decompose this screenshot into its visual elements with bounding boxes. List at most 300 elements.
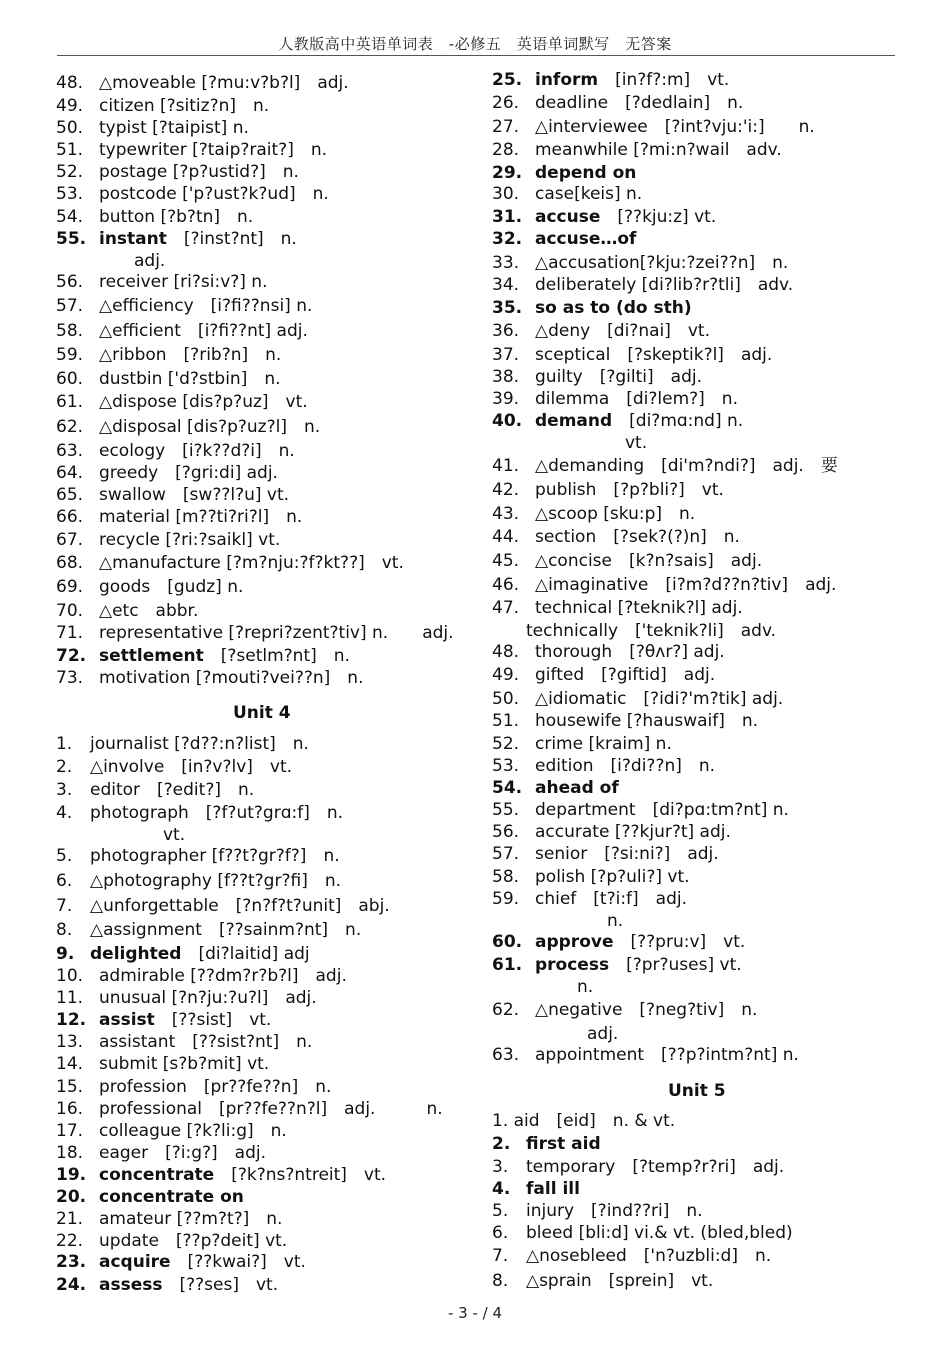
vocab-row — [492, 889, 687, 909]
item-number: 69. — [56, 577, 84, 597]
vocab-entry: update [??p?deit] vt. — [99, 1231, 288, 1251]
item-number: 32. — [492, 229, 523, 249]
vocab-entry: submit [s?b?mit] vt. — [99, 1054, 270, 1074]
vocab-row — [56, 530, 280, 550]
vocab-row — [56, 1209, 282, 1229]
item-number: 29. — [492, 163, 523, 183]
item-number: 30. — [492, 184, 520, 204]
vocab-entry: △demanding [di'm?ndi?] adj. 要 — [535, 456, 838, 476]
vocab-entry: greedy [?gri:di] adj. — [99, 463, 278, 483]
vocab-phonetic: [??kju:z] vt. — [600, 207, 717, 227]
vocab-entry: △dispose [dis?p?uz] vt. — [99, 392, 308, 412]
item-number: 61. — [56, 392, 84, 412]
item-number: 49. — [492, 665, 520, 685]
vocab-entry: assistant [??sist?nt] n. — [99, 1032, 313, 1052]
vocab-phonetic: [in?f?:m] vt. — [598, 70, 730, 90]
item-number: 38. — [492, 367, 520, 387]
item-number: 14. — [56, 1054, 84, 1074]
vocab-entry: bleed [bli:d] vi.& vt. (bled,bled) — [526, 1223, 793, 1243]
vocab-row — [492, 551, 762, 571]
item-number: 24. — [56, 1275, 87, 1295]
item-number: 43. — [492, 504, 520, 524]
item-number: 5. — [492, 1201, 509, 1221]
item-number: 45. — [492, 551, 520, 571]
item-number: 2. — [492, 1134, 511, 1154]
item-number: 52. — [56, 162, 84, 182]
item-number: 8. — [492, 1271, 509, 1291]
vocab-row — [492, 1045, 799, 1065]
unit-5-heading: Unit 5 — [668, 1081, 726, 1101]
vocab-entry: crime [kraim] n. — [535, 734, 672, 754]
vocab-entry: dustbin ['d?stbin] n. — [99, 369, 281, 389]
vocab-row — [492, 367, 702, 387]
unit-4-heading: Unit 4 — [233, 703, 291, 723]
vocab-row — [56, 345, 281, 365]
vocab-entry: appointment [??p?intm?nt] n. — [535, 1045, 799, 1065]
item-number: 66. — [56, 507, 84, 527]
vocab-entry: edition [i?di??n] n. — [535, 756, 716, 776]
item-number: 6. — [492, 1223, 509, 1243]
vocab-row — [492, 800, 789, 820]
vocab-entry: deliberately [di?lib?r?tli] adv. — [535, 275, 794, 295]
vocab-entry: approve — [535, 932, 614, 952]
item-number: 1. — [56, 734, 73, 754]
vocab-row — [492, 822, 731, 842]
vocab-phonetic: [??ses] vt. — [162, 1275, 279, 1295]
vocab-row — [492, 163, 636, 183]
vocab-row — [56, 734, 309, 754]
vocab-row — [56, 646, 350, 666]
item-number: 26. — [492, 93, 520, 113]
vocab-entry: △concise [k?n?sais] adj. — [535, 551, 763, 571]
vocab-entry: recycle [?ri:?saikl] vt. — [99, 530, 281, 550]
item-number: 60. — [492, 932, 523, 952]
vocab-row — [492, 93, 743, 113]
vocab-row — [492, 778, 619, 798]
vocab-row — [492, 389, 738, 409]
vocab-entry: △efficient [i?fi??nt] adj. — [99, 321, 308, 341]
item-number: 34. — [492, 275, 520, 295]
vocab-row — [492, 575, 836, 595]
vocab-row — [56, 896, 390, 916]
vocab-phonetic: [??kwai?] vt. — [170, 1252, 306, 1272]
vocab-row — [492, 1271, 713, 1291]
item-number: 48. — [56, 73, 84, 93]
vocab-row — [56, 553, 404, 573]
vocab-entry: postcode ['p?ust?k?ud] n. — [99, 184, 329, 204]
vocab-row — [56, 577, 243, 597]
vocab-row — [492, 253, 788, 273]
vocab-entry: △deny [di?nai] vt. — [535, 321, 711, 341]
vocab-entry: △etc abbr. — [99, 601, 199, 621]
item-number: 33. — [492, 253, 520, 273]
vocab-phonetic: [?k?ns?ntreit] vt. — [214, 1165, 387, 1185]
item-number: 31. — [492, 207, 523, 227]
vocab-row — [56, 780, 254, 800]
vocab-entry: section [?sek?(?)n] n. — [535, 527, 740, 547]
vocab-row — [56, 668, 363, 688]
item-number: 36. — [492, 321, 520, 341]
vocab-entry: dilemma [di?lem?] n. — [535, 389, 738, 409]
vocab-entry: assess — [99, 1275, 163, 1295]
item-number: 62. — [56, 417, 84, 437]
vocab-entry: process — [535, 955, 610, 975]
vocab-row — [56, 118, 249, 138]
vocab-entry: ahead of — [535, 778, 619, 798]
vocab-entry: swallow [sw??l?u] vt. — [99, 485, 290, 505]
vocab-entry: amateur [??m?t?] n. — [99, 1209, 283, 1229]
vocab-row — [492, 1223, 793, 1243]
vocab-entry: housewife [?hauswaif] n. — [535, 711, 759, 731]
vocab-entry: colleague [?k?li:g] n. — [99, 1121, 287, 1141]
vocab-entry: △accusation[?kju:?zei??n] n. — [535, 253, 789, 273]
vocab-row — [56, 441, 295, 461]
item-number: 58. — [492, 867, 520, 887]
vocab-row — [492, 844, 719, 864]
vocab-entry: 1. aid [eid] n. & vt. — [492, 1111, 676, 1131]
vocab-row — [492, 456, 838, 476]
vocab-entry: gifted [?giftid] adj. — [535, 665, 716, 685]
vocab-row — [56, 1010, 271, 1030]
item-number: 35. — [492, 298, 523, 318]
vocab-entry: △involve [in?v?lv] vt. — [90, 757, 293, 777]
vocab-row — [56, 392, 308, 412]
vocab-row — [492, 321, 710, 341]
item-number: 17. — [56, 1121, 84, 1141]
vocab-entry: instant — [99, 229, 167, 249]
item-number: 46. — [492, 575, 520, 595]
vocab-entry: △idiomatic [?idi?'m?tik] adj. — [535, 689, 784, 709]
vocab-row — [56, 803, 343, 823]
item-number: 54. — [56, 207, 84, 227]
vocab-row — [56, 920, 361, 940]
item-number: 57. — [492, 844, 520, 864]
vocab-row — [56, 1099, 443, 1119]
vocab-row — [492, 932, 745, 952]
item-number: 56. — [56, 272, 84, 292]
vocab-entry: sceptical [?skeptik?l] adj. — [535, 345, 773, 365]
item-number: 59. — [492, 889, 520, 909]
item-number: 64. — [56, 463, 84, 483]
vocab-row — [492, 598, 743, 618]
vocab-entry: motivation [?mouti?vei??n] n. — [99, 668, 364, 688]
vocab-entry: fall ill — [526, 1179, 580, 1199]
vocab-entry: settlement — [99, 646, 204, 666]
vocab-entry: department [di?pɑ:tm?nt] n. — [535, 800, 789, 820]
item-number: 52. — [492, 734, 520, 754]
vocab-row — [56, 871, 341, 891]
vocab-entry: editor [?edit?] n. — [90, 780, 255, 800]
vocab-row — [56, 184, 329, 204]
vocab-row — [492, 711, 758, 731]
vocab-row — [56, 207, 253, 227]
vocab-row — [56, 1165, 386, 1185]
vocab-row — [56, 1054, 269, 1074]
vocab-row — [492, 504, 695, 524]
item-number: 60. — [56, 369, 84, 389]
vocab-row — [492, 1000, 757, 1020]
vocab-row — [492, 480, 724, 500]
vocab-entry: typewriter [?taip?rait?] n. — [99, 140, 328, 160]
item-number: 47. — [492, 598, 520, 618]
vocab-row — [492, 689, 783, 709]
item-number: 6. — [56, 871, 73, 891]
vocab-row — [492, 1246, 771, 1266]
vocab-entry: eager [?i:g?] adj. — [99, 1143, 267, 1163]
vocab-entry: △efficiency [i?fi??nsi] n. — [99, 296, 313, 316]
item-number: 39. — [492, 389, 520, 409]
vocab-entry: representative [?repri?zent?tiv] n. adj. — [99, 623, 454, 643]
item-number: 8. — [56, 920, 73, 940]
vocab-entry: △negative [?neg?tiv] n. — [535, 1000, 758, 1020]
vocab-row — [492, 70, 729, 90]
item-number: 9. — [56, 944, 75, 964]
item-number: 73. — [56, 668, 84, 688]
item-number: 61. — [492, 955, 523, 975]
vocab-row — [56, 1187, 244, 1207]
vocab-phonetic: [di?laitid] adj — [181, 944, 310, 964]
vocab-row — [56, 757, 292, 777]
vocab-row — [56, 1032, 312, 1052]
item-number: 12. — [56, 1010, 87, 1030]
vocab-entry: publish [?p?bli?] vt. — [535, 480, 724, 500]
vocab-phonetic: [??pru:v] vt. — [613, 932, 746, 952]
vocab-entry: postage [?p?ustid?] n. — [99, 162, 299, 182]
item-number: 15. — [56, 1077, 84, 1097]
header-divider — [57, 55, 895, 56]
item-number: 3. — [56, 780, 73, 800]
vocab-row — [56, 417, 320, 437]
vocab-row — [56, 321, 308, 341]
vocab-row — [56, 966, 347, 986]
vocab-entry: △disposal [dis?p?uz?l] n. — [99, 417, 321, 437]
vocab-row — [492, 229, 636, 249]
vocab-part-of-speech: adj. — [587, 1024, 619, 1044]
item-number: 10. — [56, 966, 84, 986]
vocab-row — [492, 411, 743, 431]
vocab-phonetic: [??sist] vt. — [154, 1010, 272, 1030]
vocab-row — [56, 988, 317, 1008]
item-number: 51. — [56, 140, 84, 160]
item-number: 19. — [56, 1165, 87, 1185]
item-number: 3. — [492, 1157, 509, 1177]
item-number: 13. — [56, 1032, 84, 1052]
vocab-entry: guilty [?gilti] adj. — [535, 367, 702, 387]
item-number: 41. — [492, 456, 520, 476]
item-number: 37. — [492, 345, 520, 365]
vocab-entry: delighted — [90, 944, 182, 964]
vocab-entry: citizen [?sitiz?n] n. — [99, 96, 270, 116]
vocab-row — [56, 463, 278, 483]
item-number: 50. — [56, 118, 84, 138]
item-number: 70. — [56, 601, 84, 621]
vocab-entry: senior [?si:ni?] adj. — [535, 844, 719, 864]
vocab-entry: △assignment [??sainm?nt] n. — [90, 920, 362, 940]
vocab-row — [492, 207, 716, 227]
page-number: - 3 - / 4 — [447, 1304, 503, 1322]
vocab-entry: concentrate on — [99, 1187, 244, 1207]
vocab-entry: △imaginative [i?m?d??n?tiv] adj. — [535, 575, 837, 595]
item-number: 53. — [492, 756, 520, 776]
vocab-entry: goods [gudz] n. — [99, 577, 244, 597]
item-number: 51. — [492, 711, 520, 731]
vocab-row — [492, 184, 642, 204]
vocab-entry: assist — [99, 1010, 155, 1030]
item-number: 67. — [56, 530, 84, 550]
item-number: 27. — [492, 117, 520, 137]
item-number: 4. — [56, 803, 73, 823]
vocab-entry: case[keis] n. — [535, 184, 643, 204]
item-number: 54. — [492, 778, 523, 798]
item-number: 44. — [492, 527, 520, 547]
vocab-entry: technical [?teknik?l] adj. — [535, 598, 743, 618]
vocab-entry: polish [?p?uli?] vt. — [535, 867, 690, 887]
item-number: 58. — [56, 321, 84, 341]
item-number: 7. — [56, 896, 73, 916]
item-number: 68. — [56, 553, 84, 573]
vocab-entry: accurate [??kjur?t] adj. — [535, 822, 731, 842]
vocab-row — [492, 298, 692, 318]
item-number: 59. — [56, 345, 84, 365]
vocab-part-of-speech: vt. — [163, 825, 186, 845]
vocab-row — [56, 229, 297, 249]
vocab-row — [56, 96, 269, 116]
vocab-row — [56, 162, 299, 182]
vocab-row — [492, 345, 772, 365]
vocab-entry: so as to (do sth) — [535, 298, 692, 318]
item-number: 55. — [492, 800, 520, 820]
vocab-entry: depend on — [535, 163, 637, 183]
vocab-entry: chief [t?i:f] adj. — [535, 889, 688, 909]
vocab-entry: unusual [?n?ju:?u?l] adj. — [99, 988, 317, 1008]
item-number: 5. — [56, 846, 73, 866]
vocab-row — [56, 296, 312, 316]
vocab-entry: demand — [535, 411, 613, 431]
vocab-entry: photographer [f??t?gr?f?] n. — [90, 846, 340, 866]
item-number: 20. — [56, 1187, 87, 1207]
vocab-row — [56, 601, 198, 621]
vocab-row — [492, 1201, 703, 1221]
item-number: 16. — [56, 1099, 84, 1119]
vocab-row — [56, 485, 289, 505]
item-number: 55. — [56, 229, 87, 249]
vocab-entry: journalist [?d??:n?list] n. — [90, 734, 309, 754]
item-number: 7. — [492, 1246, 509, 1266]
vocab-row — [492, 1111, 675, 1131]
vocab-entry: injury [?ind??ri] n. — [526, 1201, 703, 1221]
vocab-row — [56, 1275, 278, 1295]
vocab-row — [492, 1157, 784, 1177]
vocab-entry: △moveable [?mu:v?b?l] adj. — [99, 73, 349, 93]
vocab-row — [492, 140, 782, 160]
item-number: 23. — [56, 1252, 87, 1272]
vocab-row — [56, 507, 302, 527]
vocab-entry: first aid — [526, 1134, 601, 1154]
vocab-entry: △scoop [sku:p] n. — [535, 504, 696, 524]
vocab-entry: admirable [??dm?r?b?l] adj. — [99, 966, 347, 986]
vocab-row — [56, 944, 310, 964]
vocab-row — [492, 527, 740, 547]
vocab-entry: professional [pr??fe??n?l] adj. n. — [99, 1099, 443, 1119]
vocab-entry: △nosebleed ['n?uzbli:d] n. — [526, 1246, 772, 1266]
item-number: 28. — [492, 140, 520, 160]
vocab-row — [56, 140, 327, 160]
item-number: 56. — [492, 822, 520, 842]
vocab-entry: inform — [535, 70, 599, 90]
item-number: 62. — [492, 1000, 520, 1020]
vocab-entry: ecology [i?k??d?i] n. — [99, 441, 295, 461]
vocab-part-of-speech: vt. — [625, 433, 648, 453]
vocab-entry: accuse — [535, 207, 601, 227]
vocab-entry: temporary [?temp?r?ri] adj. — [526, 1157, 785, 1177]
vocab-entry: thorough [?θʌr?] adj. — [535, 642, 725, 662]
vocab-entry: △sprain [sprein] vt. — [526, 1271, 714, 1291]
item-number: 22. — [56, 1231, 84, 1251]
vocab-part-of-speech: adj. — [134, 251, 166, 271]
item-number: 72. — [56, 646, 87, 666]
item-number: 65. — [56, 485, 84, 505]
vocab-row — [492, 734, 672, 754]
vocab-entry: △interviewee [?int?vju:'i:] n. — [535, 117, 815, 137]
vocab-row — [492, 665, 715, 685]
item-number: 2. — [56, 757, 73, 777]
vocab-row — [56, 369, 281, 389]
vocab-row — [56, 1252, 306, 1272]
item-number: 18. — [56, 1143, 84, 1163]
vocab-row — [492, 117, 815, 137]
item-number: 21. — [56, 1209, 84, 1229]
item-number: 42. — [492, 480, 520, 500]
vocab-phonetic: [?inst?nt] n. — [166, 229, 297, 249]
vocab-entry: deadline [?dedlain] n. — [535, 93, 744, 113]
vocab-row — [492, 867, 690, 887]
vocab-entry: profession [pr??fe??n] n. — [99, 1077, 332, 1097]
vocab-row — [56, 623, 454, 643]
vocab-row — [526, 621, 776, 641]
vocab-entry: meanwhile [?mi:n?wail adv. — [535, 140, 782, 160]
vocab-entry: △manufacture [?m?nju:?f?kt??] vt. — [99, 553, 404, 573]
vocab-row — [56, 272, 268, 292]
vocab-row — [56, 1121, 287, 1141]
vocab-entry: concentrate — [99, 1165, 215, 1185]
item-number: 57. — [56, 296, 84, 316]
vocab-entry: material [m??ti?ri?l] n. — [99, 507, 303, 527]
vocab-entry: typist [?taipist] n. — [99, 118, 249, 138]
item-number: 71. — [56, 623, 84, 643]
item-number: 50. — [492, 689, 520, 709]
vocab-entry: △ribbon [?rib?n] n. — [99, 345, 282, 365]
item-number: 53. — [56, 184, 84, 204]
vocab-row — [56, 73, 349, 93]
vocab-entry: receiver [ri?si:v?] n. — [99, 272, 268, 292]
vocab-row — [492, 1179, 580, 1199]
vocab-entry: △unforgettable [?n?f?t?unit] abj. — [90, 896, 390, 916]
vocab-entry: button [?b?tn] n. — [99, 207, 254, 227]
vocab-phonetic: [di?mɑ:nd] n. — [612, 411, 744, 431]
item-number: 48. — [492, 642, 520, 662]
vocab-row — [492, 642, 725, 662]
item-number: 11. — [56, 988, 84, 1008]
vocab-entry: acquire — [99, 1252, 171, 1272]
vocab-entry: photograph [?f?ut?grɑ:f] n. — [90, 803, 344, 823]
vocab-entry: accuse…of — [535, 229, 637, 249]
item-number: 40. — [492, 411, 523, 431]
vocab-phonetic: [?setlm?nt] n. — [203, 646, 350, 666]
item-number: 4. — [492, 1179, 511, 1199]
vocab-phonetic: [?pr?uses] vt. — [609, 955, 742, 975]
page-header: 人教版高中英语单词表 -必修五 英语单词默写 无答案 — [278, 35, 672, 53]
vocab-row — [56, 846, 340, 866]
